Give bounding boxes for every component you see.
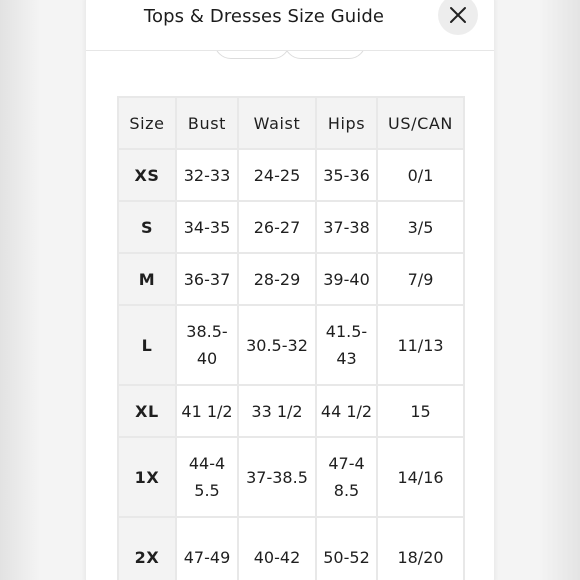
size-cell: XL: [118, 385, 176, 437]
us-can-cell: 14/16: [377, 437, 464, 517]
header-us-can: US/CAN: [377, 97, 464, 149]
table-row: [118, 385, 464, 437]
size-cell: 1X: [118, 437, 176, 517]
waist-cell: [238, 517, 316, 580]
table-row: [118, 201, 464, 253]
header-waist: Waist: [238, 97, 316, 149]
bust-cell: [176, 305, 238, 385]
hips-cell: [316, 437, 377, 517]
bust-value: 34-35: [183, 217, 231, 237]
bust-cell: [176, 253, 238, 305]
bust-value: 36-37: [183, 269, 231, 289]
waist-value: 40-42: [253, 547, 301, 567]
us-can-cell: 3/5: [377, 201, 464, 253]
size-guide-modal: [86, 0, 494, 580]
us-can-cell: 18/20: [377, 517, 464, 580]
bust-value: 32-33: [183, 165, 231, 185]
modal-header: [86, 0, 494, 51]
hips-value: 44 1/2: [320, 401, 373, 421]
waist-value: 24-25: [253, 165, 301, 185]
header-size: Size: [118, 97, 176, 149]
hips-cell: [316, 201, 377, 253]
size-cell: S: [118, 201, 176, 253]
close-button[interactable]: [438, 0, 478, 35]
bust-cell: [176, 517, 238, 580]
size-cell: XS: [118, 149, 176, 201]
table-row: [118, 253, 464, 305]
size-chart-table: [117, 96, 465, 580]
hips-cell: [316, 517, 377, 580]
bust-value: 41 1/2: [181, 401, 233, 421]
bust-value: 44-45.5: [188, 454, 226, 500]
table-row: [118, 517, 464, 580]
tab-peek-left[interactable]: [214, 51, 290, 59]
hips-cell: [316, 253, 377, 305]
waist-cell: [238, 385, 316, 437]
waist-value: 28-29: [253, 269, 301, 289]
hips-value: 41.5-43: [325, 322, 368, 368]
bust-value: 38.5-40: [186, 322, 228, 368]
header-hips: Hips: [316, 97, 377, 149]
hips-value: 47-48.5: [328, 454, 365, 500]
waist-cell: [238, 437, 316, 517]
bust-value: 47-49: [183, 547, 231, 567]
us-can-cell: 0/1: [377, 149, 464, 201]
waist-value: 37-38.5: [246, 467, 308, 487]
size-cell: M: [118, 253, 176, 305]
modal-title: Tops & Dresses Size Guide: [143, 6, 385, 27]
waist-value: 26-27: [253, 217, 301, 237]
header-bust: Bust: [176, 97, 238, 149]
table-row: [118, 437, 464, 517]
table-header-row: [118, 97, 464, 149]
waist-cell: [238, 253, 316, 305]
size-cell: L: [118, 305, 176, 385]
table-row: [118, 305, 464, 385]
us-can-cell: 15: [377, 385, 464, 437]
waist-value: 30.5-32: [246, 335, 308, 355]
us-can-cell: 11/13: [377, 305, 464, 385]
size-cell: 2X: [118, 517, 176, 580]
hips-value: 35-36: [323, 165, 370, 185]
bust-cell: [176, 201, 238, 253]
bust-cell: [176, 385, 238, 437]
hips-cell: [316, 305, 377, 385]
waist-cell: [238, 305, 316, 385]
hips-value: 39-40: [323, 269, 370, 289]
table-row: [118, 149, 464, 201]
hips-value: 50-52: [323, 547, 370, 567]
tab-selector-peek: [86, 51, 494, 61]
bust-cell: [176, 437, 238, 517]
hips-cell: [316, 149, 377, 201]
bust-cell: [176, 149, 238, 201]
us-can-cell: 7/9: [377, 253, 464, 305]
close-icon: [449, 6, 467, 24]
waist-cell: [238, 201, 316, 253]
tab-peek-right[interactable]: [284, 51, 366, 59]
waist-cell: [238, 149, 316, 201]
waist-value: 33 1/2: [251, 401, 303, 421]
hips-value: 37-38: [323, 217, 370, 237]
hips-cell: [316, 385, 377, 437]
